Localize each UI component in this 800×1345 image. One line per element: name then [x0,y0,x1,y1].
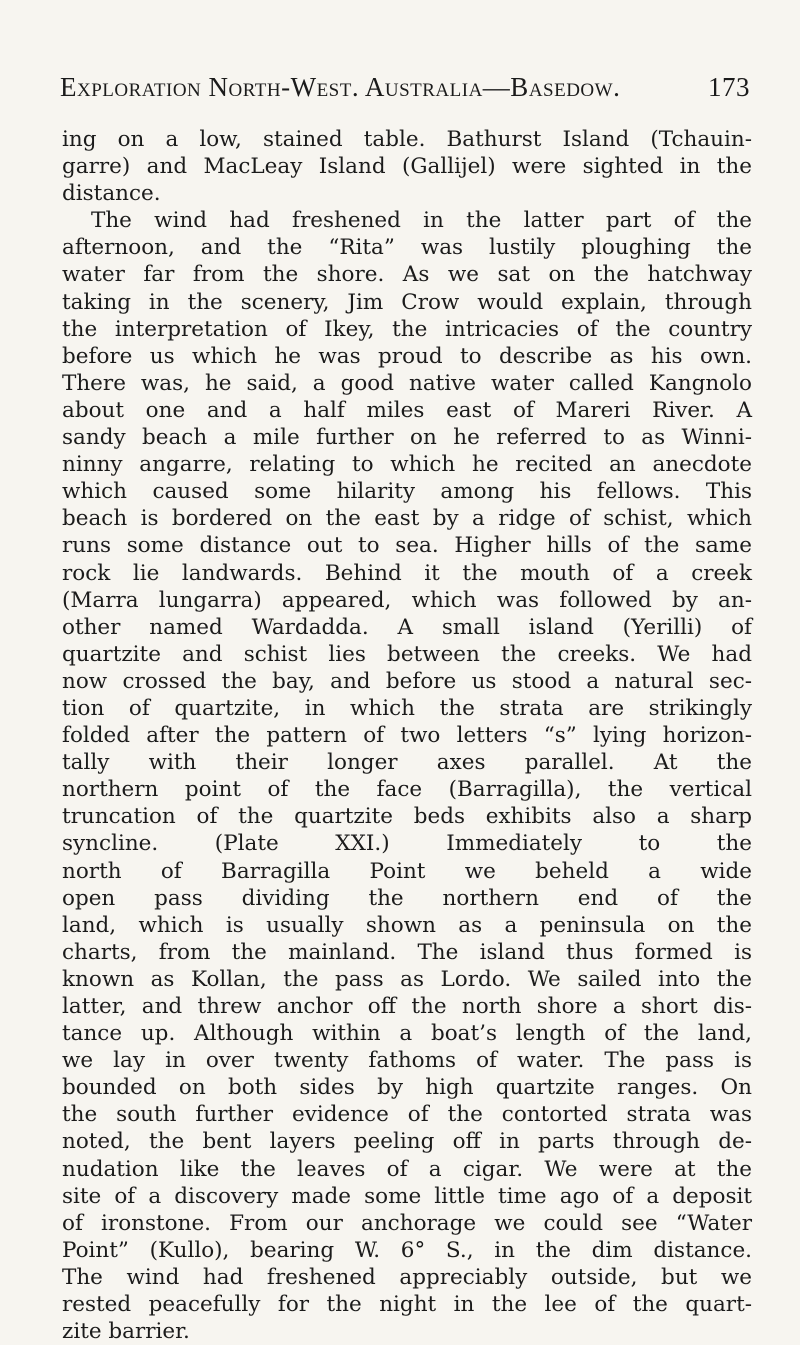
text-line: the south further evidence of the contorted strata was [62,1102,752,1128]
text-line: truncation of the quartzite beds exhibits also a sharp [62,804,752,830]
text-line: about one and a half miles east of Mareri River. A [62,397,752,423]
text-line: other named Wardadda. A small island (Yerilli) of [62,614,752,640]
text-line: rock lie landwards. Behind it the mouth of a creek [62,560,752,586]
text-line: bounded on both sides by high quartzite ranges. On [62,1075,752,1101]
text-line: beach is bordered on the east by a ridge of schist, which [62,506,752,532]
text-line: we lay in over twenty fathoms of water. The pass is [62,1048,752,1074]
text-line: site of a discovery made some little time ago of a deposit [62,1183,752,1209]
text-line: (Marra lungarra) appeared, which was followed by an- [62,587,752,613]
body-text [62,126,752,1345]
text-line: There was, he said, a good native water called Kangnolo [62,370,752,396]
text-line: rested peacefully for the night in the lee of the quart- [62,1292,752,1318]
text-line: folded after the pattern of two letters “s” lying horizon- [62,723,752,749]
text-line: northern point of the face (Barragilla), the vertical [62,777,752,803]
text-line: known as Kollan, the pass as Lordo. We sailed into the [62,966,752,992]
text-line: open pass dividing the northern end of the [62,885,752,911]
text-line: charts, from the mainland. The island thus formed is [62,939,752,965]
text-line: tion of quartzite, in which the strata are strikingly [62,695,752,721]
text-line: ing on a low, stained table. Bathurst Island (Tchauin- [62,127,752,152]
text-line: north of Barragilla Point we beheld a wide [62,858,752,884]
text-line: tance up. Although within a boat’s length of the land, [62,1021,752,1047]
running-title: Exploration North-West. Australia—Basedow. [60,72,621,102]
text-line: of ironstone. From our anchorage we could see “Water [62,1210,752,1236]
text-line: ninny angarre, relating to which he recited an anecdote [62,452,752,478]
text-line: before us which he was proud to describe as his own. [62,343,752,369]
text-line: The wind had freshened appreciably outside, but we [62,1264,752,1290]
text-line: runs some distance out to sea. Higher hills of the same [62,533,752,559]
text-line: tally with their longer axes parallel. At the [62,750,752,776]
text-line: the interpretation of Ikey, the intricacies of the country [62,316,752,342]
text-line: The wind had freshened in the latter part of the [91,208,752,234]
page-header [60,72,750,112]
text-line: syncline. (Plate XXI.) Immediately to the [62,831,752,857]
text-line: now crossed the bay, and before us stood a natural sec- [62,668,752,694]
text-line: quartzite and schist lies between the creeks. We had [62,641,752,667]
text-line: afternoon, and the “Rita” was lustily ploughing the [62,235,752,261]
text-line: garre) and MacLeay Island (Gallijel) were sighted in the [62,154,752,180]
text-line: Point” (Kullo), bearing W. 6° S., in the dim distance. [62,1237,752,1263]
text-line: latter, and threw anchor off the north shore a short dis- [62,994,752,1019]
text-line: noted, the bent layers peeling off in parts through de- [62,1129,752,1155]
text-line: which caused some hilarity among his fellows. This [62,479,752,505]
text-line: sandy beach a mile further on he referred to as Winni- [62,425,752,451]
text-line: taking in the scenery, Jim Crow would explain, through [62,289,752,315]
text-line: nudation like the leaves of a cigar. We were at the [62,1156,752,1182]
text-line: land, which is usually shown as a peninsula on the [62,912,752,938]
text-line: distance. [62,181,161,207]
page-number: 173 [708,72,750,102]
text-line: zite barrier. [62,1319,190,1345]
text-line: water far from the shore. As we sat on the hatchway [62,262,752,288]
